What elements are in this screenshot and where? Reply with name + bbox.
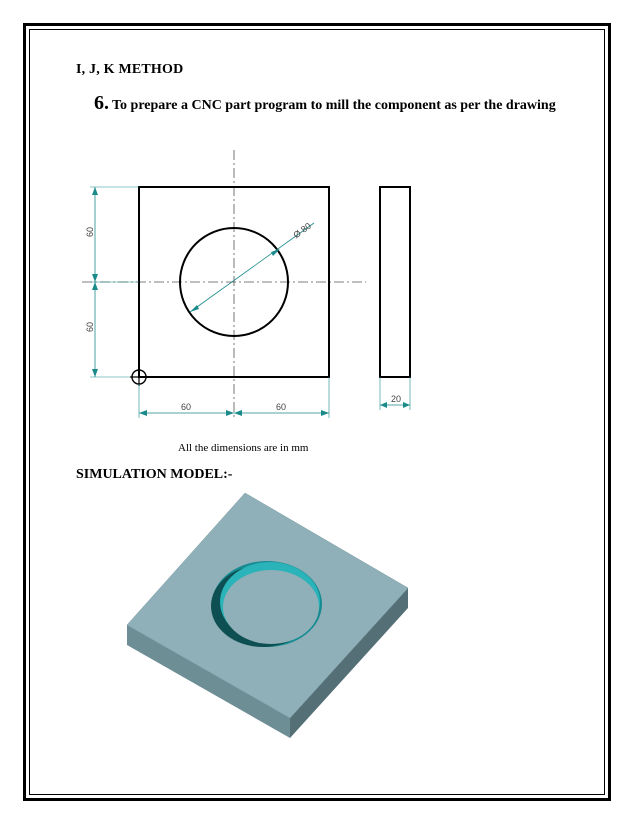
bottom-right-dim-text: 60	[276, 402, 287, 412]
simulation-heading: SIMULATION MODEL:-	[76, 467, 233, 482]
method-heading: I, J, K METHOD	[76, 62, 184, 77]
pocket-floor	[223, 570, 319, 644]
left-upper-dim-text: 60	[85, 226, 95, 237]
bottom-left-dim-text: 60	[181, 402, 192, 412]
task-description: To prepare a CNC part program to mill the component as per the drawing	[112, 98, 556, 113]
task-number: 6.	[94, 92, 109, 114]
side-dim-text: 20	[391, 394, 402, 404]
dimensions-caption: All the dimensions are in mm	[178, 442, 309, 454]
diameter-dim-text: Ø 80	[291, 220, 314, 241]
left-lower-dim-text: 60	[85, 321, 95, 332]
